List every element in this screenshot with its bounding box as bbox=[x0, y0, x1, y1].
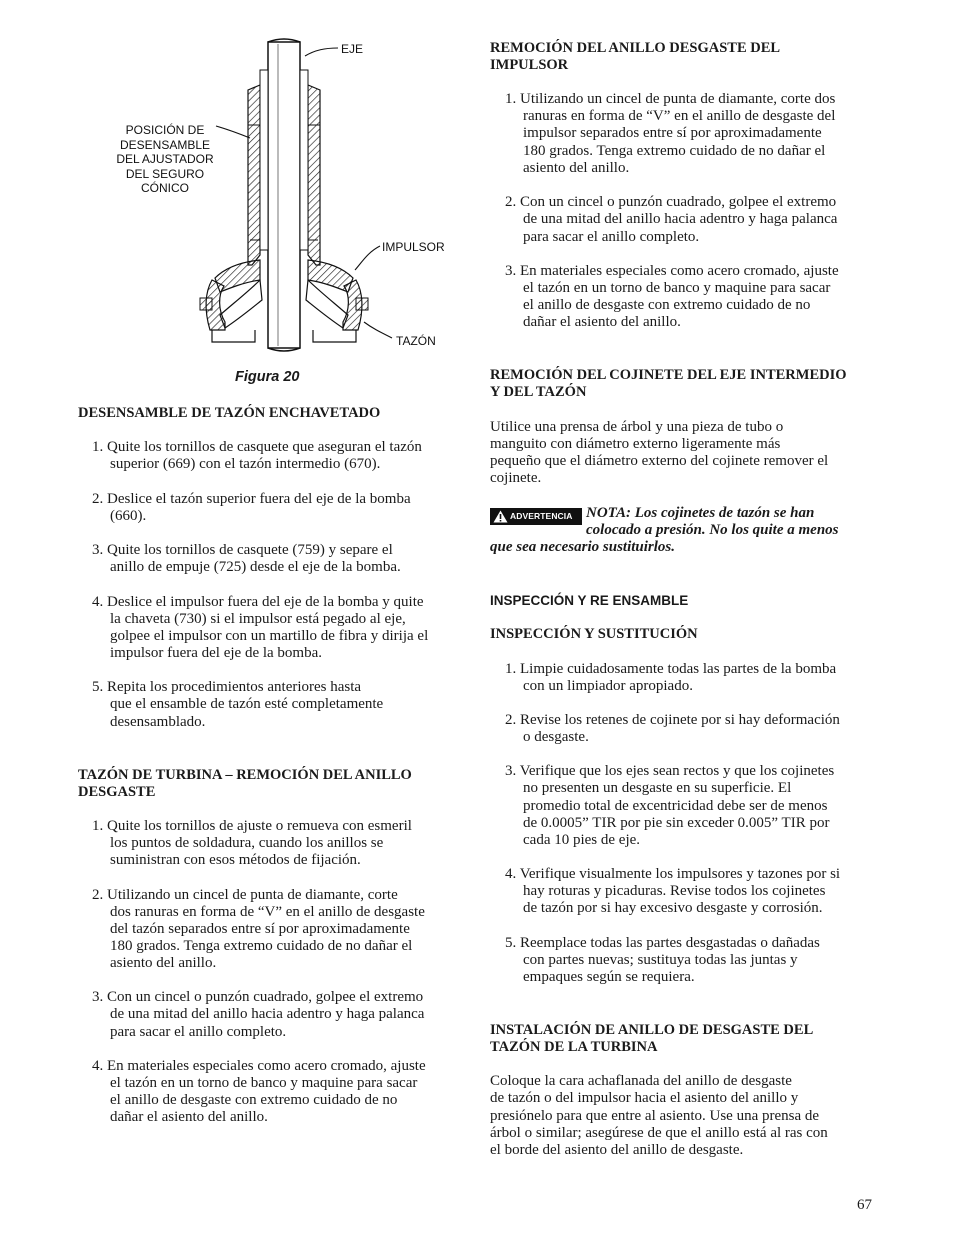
heading-remocion-impulsor-2: IMPULSOR bbox=[490, 57, 569, 73]
label-impulsor: IMPULSOR bbox=[382, 240, 445, 254]
leader-tazon bbox=[364, 322, 392, 338]
heading-inspeccion-reensamble: INSPECCIÓN Y RE ENSAMBLE bbox=[490, 593, 689, 608]
heading-tazon-turbina-2: DESGASTE bbox=[78, 784, 156, 800]
page-number: 67 bbox=[857, 1197, 872, 1213]
label-tazon: TAZÓN bbox=[396, 334, 436, 348]
heading-inspeccion-sustitucion: INSPECCIÓN Y SUSTITUCIÓN bbox=[490, 626, 698, 642]
heading-tazon-turbina: TAZÓN DE TURBINA – REMOCIÓN DEL ANILLO bbox=[78, 767, 412, 783]
heading-desensamble: DESENSAMBLE DE TAZÓN ENCHAVETADO bbox=[78, 405, 381, 421]
figure-caption: Figura 20 bbox=[235, 369, 300, 385]
leader-impulsor bbox=[355, 246, 380, 270]
heading-instalacion: INSTALACIÓN DE ANILLO DE DESGASTE DEL bbox=[490, 1022, 814, 1038]
label-posicion: POSICIÓN DE DESENSAMBLE DEL AJUSTADOR DEL SEGURO CÓNICO bbox=[116, 123, 214, 195]
heading-remocion-impulsor: REMOCIÓN DEL ANILLO DESGASTE DEL bbox=[490, 40, 781, 56]
warning-badge-label: ADVERTENCIA bbox=[510, 511, 573, 521]
heading-remocion-cojinete: REMOCIÓN DEL COJINETE DEL EJE INTERMEDIO bbox=[490, 367, 847, 383]
heading-remocion-cojinete-2: Y DEL TAZÓN bbox=[490, 384, 587, 400]
shaft bbox=[268, 42, 300, 348]
collet-right bbox=[308, 85, 320, 265]
warning-badge bbox=[490, 508, 582, 525]
warning-triangle-icon bbox=[493, 510, 508, 523]
leader-eje bbox=[305, 48, 338, 56]
figure-20-diagram bbox=[100, 30, 480, 365]
heading-instalacion-2: TAZÓN DE LA TURBINA bbox=[490, 1039, 658, 1055]
collet-left bbox=[248, 85, 260, 265]
label-eje: EJE bbox=[341, 42, 364, 56]
